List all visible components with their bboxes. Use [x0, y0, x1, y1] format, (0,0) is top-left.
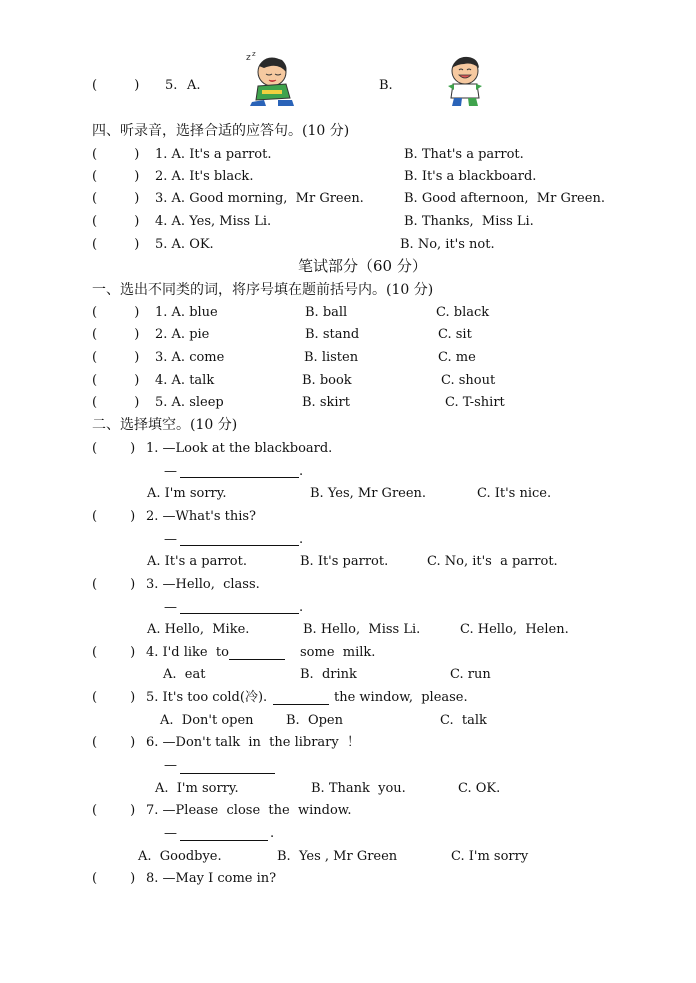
option-c: C. shout	[441, 373, 496, 388]
answer-paren[interactable]: ( )	[92, 214, 140, 229]
option-a: 4. A. Yes, Miss Li.	[155, 214, 272, 229]
option-b: B. skirt	[302, 395, 350, 410]
period: .	[299, 464, 304, 479]
option-c: C. OK.	[458, 781, 501, 796]
answer-paren[interactable]: ( )	[92, 169, 140, 184]
option-b: B. Open	[286, 713, 343, 728]
answer-paren[interactable]: ( )	[92, 803, 136, 818]
answer-paren[interactable]: ( )	[92, 577, 136, 592]
answer-paren[interactable]: ( )	[92, 147, 140, 162]
option-b: B. drink	[300, 667, 357, 682]
answer-blank[interactable]	[180, 840, 268, 841]
option-a: A. I'm sorry.	[147, 486, 227, 501]
written-section-2-heading: 二、选择填空。(10 分)	[92, 417, 238, 433]
question-stem: 5. It's too cold(冷).	[146, 690, 268, 705]
smiling-boy-icon	[444, 54, 486, 108]
option-a: 1. A. blue	[155, 305, 218, 320]
option-c: C. run	[450, 667, 491, 682]
option-b: B. ball	[305, 305, 348, 320]
option-b-label: B.	[379, 78, 393, 93]
answer-blank[interactable]	[229, 659, 285, 660]
answer-paren[interactable]: ( )	[92, 191, 140, 206]
option-a: 5. A. sleep	[155, 395, 224, 410]
question-number: 5.	[165, 78, 178, 93]
answer-paren[interactable]: ( )	[92, 690, 136, 705]
answer-paren[interactable]: ( )	[92, 373, 140, 388]
question-stem: 7. —Please close the window.	[146, 803, 352, 818]
option-a: A. I'm sorry.	[155, 781, 239, 796]
option-c: C. It's nice.	[477, 486, 552, 501]
reply-dash: —	[164, 464, 177, 479]
reply-dash: —	[164, 600, 177, 615]
option-c: C. Hello, Helen.	[460, 622, 569, 637]
option-b: B. It's a blackboard.	[404, 169, 537, 184]
answer-blank[interactable]	[273, 704, 329, 705]
option-a: A. Hello, Mike.	[147, 622, 250, 637]
option-b: B. Yes , Mr Green	[277, 849, 398, 864]
option-a: 3. A. Good morning, Mr Green.	[155, 191, 364, 206]
option-b: B. Yes, Mr Green.	[310, 486, 427, 501]
svg-text:z: z	[252, 50, 256, 58]
answer-paren[interactable]: ( )	[92, 395, 140, 410]
sleeping-boy-icon	[244, 50, 300, 108]
reply-dash: —	[164, 826, 177, 841]
option-b: B. That's a parrot.	[404, 147, 524, 162]
answer-paren[interactable]: ( )	[92, 871, 136, 886]
period: .	[299, 532, 304, 547]
answer-blank[interactable]	[180, 477, 299, 478]
question-stem-end: the window, please.	[334, 690, 468, 705]
option-a: A. eat	[163, 667, 206, 682]
answer-blank[interactable]	[180, 773, 275, 774]
answer-paren[interactable]: ( )	[92, 350, 140, 365]
written-part-title: 笔试部分（60 分）	[298, 257, 427, 275]
option-b: B. Good afternoon, Mr Green.	[404, 191, 605, 206]
option-b: B. listen	[304, 350, 359, 365]
option-c: C. sit	[438, 327, 472, 342]
question-stem: 8. —May I come in?	[146, 871, 277, 886]
option-a: 3. A. come	[155, 350, 225, 365]
option-b: B. Thank you.	[311, 781, 406, 796]
option-b: B. book	[302, 373, 352, 388]
answer-paren[interactable]: ( )	[92, 327, 140, 342]
option-a: A. It's a parrot.	[147, 554, 247, 569]
answer-paren[interactable]: ( )	[92, 735, 136, 750]
option-a: 5. A. OK.	[155, 237, 214, 252]
option-b: B. It's parrot.	[300, 554, 389, 569]
question-stem: 3. —Hello, class.	[146, 577, 260, 592]
answer-paren[interactable]: ( )	[92, 645, 136, 660]
option-a: 2. A. pie	[155, 327, 210, 342]
question-stem: 4. I'd like to	[146, 645, 229, 660]
written-section-1-heading: 一、选出不同类的词，将序号填在题前括号内。(10 分)	[92, 282, 434, 298]
option-b: B. stand	[305, 327, 360, 342]
question-stem-end: some milk.	[300, 645, 376, 660]
option-a: 2. A. It's black.	[155, 169, 254, 184]
option-a: A. Goodbye.	[138, 849, 222, 864]
svg-text:z: z	[246, 53, 251, 63]
option-a: 1. A. It's a parrot.	[155, 147, 272, 162]
option-c: C. No, it's a parrot.	[427, 554, 558, 569]
option-c: C. me	[438, 350, 476, 365]
option-a: A. Don't open	[160, 713, 254, 728]
answer-paren[interactable]: ( )	[92, 441, 136, 456]
section-4-heading: 四、听录音，选择合适的应答句。(10 分)	[92, 123, 350, 139]
question-stem: 6. —Don't talk in the library ！	[146, 735, 361, 750]
option-b: B. Hello, Miss Li.	[303, 622, 421, 637]
answer-paren[interactable]: ( )	[92, 509, 136, 524]
reply-dash: —	[164, 758, 177, 773]
reply-dash: —	[164, 532, 177, 547]
option-c: C. T-shirt	[445, 395, 505, 410]
answer-paren[interactable]: ( )	[92, 305, 140, 320]
answer-blank[interactable]	[180, 613, 299, 614]
period: .	[270, 826, 275, 841]
option-a: 4. A. talk	[155, 373, 215, 388]
option-c: C. I'm sorry	[451, 849, 529, 864]
period: .	[299, 600, 304, 615]
option-a-label: A.	[187, 78, 201, 93]
option-c: C. talk	[440, 713, 487, 728]
answer-paren[interactable]: ( )	[92, 78, 140, 93]
question-stem: 2. —What's this?	[146, 509, 257, 524]
option-b: B. Thanks, Miss Li.	[404, 214, 534, 229]
option-c: C. black	[436, 305, 490, 320]
answer-paren[interactable]: ( )	[92, 237, 140, 252]
option-b: B. No, it's not.	[400, 237, 495, 252]
question-stem: 1. —Look at the blackboard.	[146, 441, 333, 456]
answer-blank[interactable]	[180, 545, 299, 546]
